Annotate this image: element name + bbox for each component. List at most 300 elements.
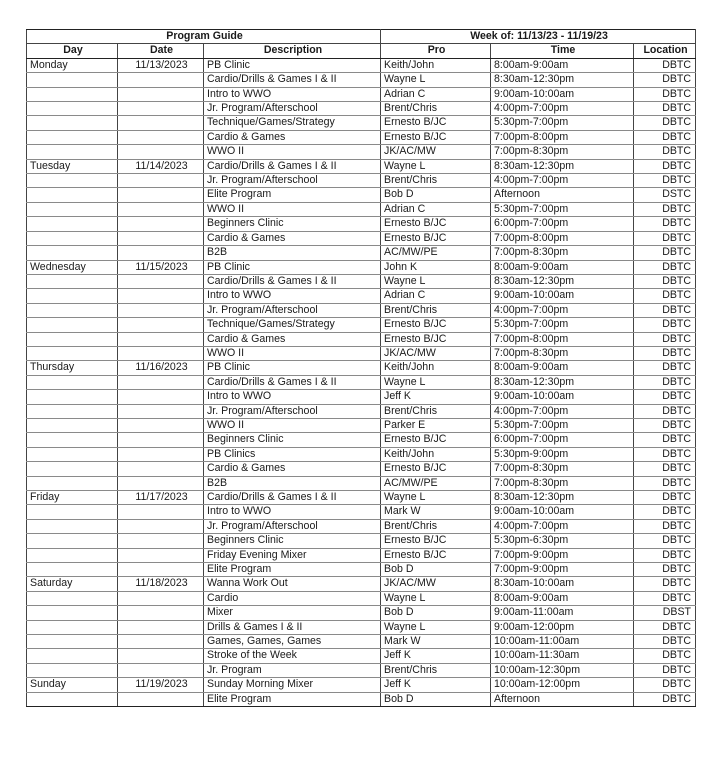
pro-cell: Adrian C	[381, 87, 491, 101]
day-cell	[27, 548, 118, 562]
time-cell: 8:30am-12:30pm	[491, 73, 634, 87]
day-cell	[27, 217, 118, 231]
pro-cell: Wayne L	[381, 591, 491, 605]
pro-cell: Keith/John	[381, 58, 491, 72]
time-cell: 9:00am-10:00am	[491, 505, 634, 519]
pro-cell: Brent/Chris	[381, 519, 491, 533]
description-cell: WWO II	[204, 202, 381, 216]
day-cell	[27, 188, 118, 202]
table-row	[27, 217, 696, 231]
date-cell	[118, 591, 204, 605]
date-cell	[118, 174, 204, 188]
time-cell: 7:00pm-9:00pm	[491, 563, 634, 577]
description-cell: Cardio & Games	[204, 462, 381, 476]
time-cell: 5:30pm-7:00pm	[491, 318, 634, 332]
pro-cell: Adrian C	[381, 202, 491, 216]
day-cell	[27, 346, 118, 360]
pro-cell: Keith/John	[381, 447, 491, 461]
description-cell: PB Clinic	[204, 260, 381, 274]
table-row	[27, 505, 696, 519]
description-cell: Beginners Clinic	[204, 217, 381, 231]
day-cell: Tuesday	[27, 159, 118, 173]
location-cell: DBTC	[634, 548, 696, 562]
time-cell: 8:00am-9:00am	[491, 260, 634, 274]
description-cell: WWO II	[204, 346, 381, 360]
pro-cell: Ernesto B/JC	[381, 318, 491, 332]
description-cell: Elite Program	[204, 188, 381, 202]
pro-cell: Wayne L	[381, 491, 491, 505]
header-description: Description	[204, 44, 381, 58]
location-cell: DBTC	[634, 145, 696, 159]
time-cell: 8:30am-12:30pm	[491, 375, 634, 389]
pro-cell: Brent/Chris	[381, 303, 491, 317]
table-row	[27, 433, 696, 447]
table-row	[27, 620, 696, 634]
description-cell: Beginners Clinic	[204, 534, 381, 548]
description-cell: PB Clinics	[204, 447, 381, 461]
time-cell: 10:00am-12:00pm	[491, 678, 634, 692]
table-row	[27, 303, 696, 317]
description-cell: Jr. Program/Afterschool	[204, 404, 381, 418]
date-cell	[118, 318, 204, 332]
date-cell	[118, 116, 204, 130]
column-header-row	[27, 44, 696, 58]
location-cell: DBTC	[634, 102, 696, 116]
table-row	[27, 678, 696, 692]
location-cell: DBTC	[634, 447, 696, 461]
location-cell: DBTC	[634, 678, 696, 692]
schedule-table	[26, 29, 696, 707]
time-cell: 10:00am-12:30pm	[491, 663, 634, 677]
location-cell: DBTC	[634, 649, 696, 663]
pro-cell: Ernesto B/JC	[381, 217, 491, 231]
day-cell	[27, 332, 118, 346]
table-row	[27, 635, 696, 649]
location-cell: DBTC	[634, 404, 696, 418]
day-cell	[27, 246, 118, 260]
pro-cell: Ernesto B/JC	[381, 548, 491, 562]
description-cell: Intro to WWO	[204, 390, 381, 404]
date-cell: 11/19/2023	[118, 678, 204, 692]
table-row	[27, 375, 696, 389]
time-cell: 7:00pm-9:00pm	[491, 548, 634, 562]
time-cell: 6:00pm-7:00pm	[491, 433, 634, 447]
table-row	[27, 548, 696, 562]
time-cell: 7:00pm-8:30pm	[491, 346, 634, 360]
table-row	[27, 346, 696, 360]
location-cell: DBTC	[634, 130, 696, 144]
date-cell	[118, 346, 204, 360]
time-cell: 7:00pm-8:00pm	[491, 130, 634, 144]
time-cell: 9:00am-11:00am	[491, 606, 634, 620]
date-cell	[118, 519, 204, 533]
day-cell	[27, 289, 118, 303]
day-cell	[27, 375, 118, 389]
pro-cell: Parker E	[381, 418, 491, 432]
day-cell	[27, 87, 118, 101]
description-cell: Sunday Morning Mixer	[204, 678, 381, 692]
pro-cell: Brent/Chris	[381, 404, 491, 418]
day-cell	[27, 663, 118, 677]
location-cell: DBTC	[634, 274, 696, 288]
time-cell: 8:30am-10:00am	[491, 577, 634, 591]
table-row	[27, 73, 696, 87]
pro-cell: Ernesto B/JC	[381, 130, 491, 144]
day-cell	[27, 534, 118, 548]
table-row	[27, 188, 696, 202]
date-cell	[118, 663, 204, 677]
day-cell	[27, 462, 118, 476]
description-cell: Cardio & Games	[204, 231, 381, 245]
day-cell	[27, 116, 118, 130]
description-cell: Drills & Games I & II	[204, 620, 381, 634]
date-cell: 11/13/2023	[118, 58, 204, 72]
description-cell: Beginners Clinic	[204, 433, 381, 447]
title-row	[27, 30, 696, 44]
date-cell	[118, 289, 204, 303]
date-cell	[118, 231, 204, 245]
pro-cell: Jeff K	[381, 678, 491, 692]
day-cell	[27, 519, 118, 533]
time-cell: 7:00pm-8:30pm	[491, 462, 634, 476]
date-cell	[118, 202, 204, 216]
date-cell: 11/18/2023	[118, 577, 204, 591]
table-row	[27, 102, 696, 116]
description-cell: Jr. Program/Afterschool	[204, 519, 381, 533]
time-cell: 5:30pm-6:30pm	[491, 534, 634, 548]
description-cell: Intro to WWO	[204, 289, 381, 303]
table-row	[27, 649, 696, 663]
date-cell	[118, 332, 204, 346]
time-cell: 4:00pm-7:00pm	[491, 404, 634, 418]
date-cell	[118, 505, 204, 519]
pro-cell: Ernesto B/JC	[381, 534, 491, 548]
table-row	[27, 274, 696, 288]
pro-cell: AC/MW/PE	[381, 246, 491, 260]
description-cell: WWO II	[204, 145, 381, 159]
header-day: Day	[27, 44, 118, 58]
time-cell: 6:00pm-7:00pm	[491, 217, 634, 231]
location-cell: DBTC	[634, 289, 696, 303]
description-cell: Jr. Program/Afterschool	[204, 174, 381, 188]
day-cell	[27, 318, 118, 332]
day-cell	[27, 591, 118, 605]
location-cell: DBTC	[634, 519, 696, 533]
header-time: Time	[491, 44, 634, 58]
date-cell	[118, 303, 204, 317]
location-cell: DBTC	[634, 563, 696, 577]
pro-cell: Brent/Chris	[381, 102, 491, 116]
day-cell	[27, 73, 118, 87]
table-row	[27, 361, 696, 375]
description-cell: Technique/Games/Strategy	[204, 116, 381, 130]
time-cell: 7:00pm-8:30pm	[491, 246, 634, 260]
time-cell: Afternoon	[491, 692, 634, 706]
day-cell: Sunday	[27, 678, 118, 692]
pro-cell: Bob D	[381, 188, 491, 202]
time-cell: 9:00am-10:00am	[491, 289, 634, 303]
pro-cell: Bob D	[381, 563, 491, 577]
description-cell: Cardio	[204, 591, 381, 605]
date-cell	[118, 130, 204, 144]
time-cell: 4:00pm-7:00pm	[491, 174, 634, 188]
time-cell: 8:30am-12:30pm	[491, 491, 634, 505]
time-cell: 9:00am-12:00pm	[491, 620, 634, 634]
date-cell	[118, 188, 204, 202]
location-cell: DBTC	[634, 505, 696, 519]
date-cell	[118, 73, 204, 87]
date-cell: 11/14/2023	[118, 159, 204, 173]
location-cell: DBTC	[634, 260, 696, 274]
table-row	[27, 491, 696, 505]
table-row	[27, 260, 696, 274]
table-row	[27, 202, 696, 216]
header-date: Date	[118, 44, 204, 58]
pro-cell: Brent/Chris	[381, 663, 491, 677]
day-cell: Wednesday	[27, 260, 118, 274]
table-row	[27, 159, 696, 173]
pro-cell: Adrian C	[381, 289, 491, 303]
day-cell	[27, 274, 118, 288]
date-cell: 11/16/2023	[118, 361, 204, 375]
time-cell: 4:00pm-7:00pm	[491, 519, 634, 533]
table-row	[27, 246, 696, 260]
pro-cell: Ernesto B/JC	[381, 332, 491, 346]
date-cell	[118, 447, 204, 461]
description-cell: Cardio/Drills & Games I & II	[204, 375, 381, 389]
pro-cell: Bob D	[381, 692, 491, 706]
day-cell	[27, 433, 118, 447]
date-cell	[118, 145, 204, 159]
date-cell	[118, 418, 204, 432]
date-cell	[118, 375, 204, 389]
pro-cell: AC/MW/PE	[381, 476, 491, 490]
table-row	[27, 390, 696, 404]
location-cell: DBTC	[634, 390, 696, 404]
pro-cell: Ernesto B/JC	[381, 433, 491, 447]
description-cell: B2B	[204, 476, 381, 490]
description-cell: B2B	[204, 246, 381, 260]
day-cell	[27, 145, 118, 159]
time-cell: 8:30am-12:30pm	[491, 159, 634, 173]
time-cell: 9:00am-10:00am	[491, 87, 634, 101]
location-cell: DBTC	[634, 534, 696, 548]
date-cell: 11/17/2023	[118, 491, 204, 505]
date-cell	[118, 433, 204, 447]
description-cell: Mixer	[204, 606, 381, 620]
time-cell: 5:30pm-9:00pm	[491, 447, 634, 461]
pro-cell: Jeff K	[381, 390, 491, 404]
location-cell: DBTC	[634, 462, 696, 476]
day-cell	[27, 174, 118, 188]
table-row	[27, 231, 696, 245]
location-cell: DBTC	[634, 375, 696, 389]
day-cell: Saturday	[27, 577, 118, 591]
description-cell: Games, Games, Games	[204, 635, 381, 649]
location-cell: DBTC	[634, 231, 696, 245]
table-row	[27, 663, 696, 677]
day-cell	[27, 635, 118, 649]
time-cell: 8:00am-9:00am	[491, 361, 634, 375]
time-cell: 7:00pm-8:30pm	[491, 476, 634, 490]
pro-cell: Ernesto B/JC	[381, 462, 491, 476]
pro-cell: JK/AC/MW	[381, 346, 491, 360]
description-cell: Stroke of the Week	[204, 649, 381, 663]
date-cell	[118, 462, 204, 476]
description-cell: Elite Program	[204, 563, 381, 577]
program-guide-sheet	[26, 29, 695, 707]
location-cell: DBTC	[634, 246, 696, 260]
pro-cell: Jeff K	[381, 649, 491, 663]
date-cell	[118, 649, 204, 663]
day-cell	[27, 476, 118, 490]
location-cell: DBTC	[634, 318, 696, 332]
table-row	[27, 418, 696, 432]
table-row	[27, 332, 696, 346]
time-cell: 9:00am-10:00am	[491, 390, 634, 404]
description-cell: WWO II	[204, 418, 381, 432]
schedule-body	[27, 58, 696, 706]
date-cell	[118, 274, 204, 288]
description-cell: PB Clinic	[204, 58, 381, 72]
description-cell: Cardio/Drills & Games I & II	[204, 73, 381, 87]
description-cell: Intro to WWO	[204, 505, 381, 519]
pro-cell: Wayne L	[381, 73, 491, 87]
table-row	[27, 174, 696, 188]
program-guide-title: Program Guide	[27, 30, 381, 44]
day-cell	[27, 447, 118, 461]
location-cell: DBTC	[634, 591, 696, 605]
location-cell: DBTC	[634, 202, 696, 216]
table-row	[27, 577, 696, 591]
table-row	[27, 116, 696, 130]
time-cell: 5:30pm-7:00pm	[491, 116, 634, 130]
table-row	[27, 404, 696, 418]
location-cell: DBTC	[634, 361, 696, 375]
pro-cell: Wayne L	[381, 274, 491, 288]
time-cell: 10:00am-11:30am	[491, 649, 634, 663]
description-cell: Cardio/Drills & Games I & II	[204, 274, 381, 288]
description-cell: Cardio/Drills & Games I & II	[204, 491, 381, 505]
day-cell	[27, 231, 118, 245]
location-cell: DBTC	[634, 159, 696, 173]
date-cell	[118, 635, 204, 649]
location-cell: DBTC	[634, 73, 696, 87]
time-cell: 7:00pm-8:00pm	[491, 231, 634, 245]
location-cell: DBTC	[634, 692, 696, 706]
day-cell	[27, 649, 118, 663]
table-row	[27, 476, 696, 490]
table-row	[27, 519, 696, 533]
day-cell	[27, 102, 118, 116]
date-cell	[118, 534, 204, 548]
time-cell: 5:30pm-7:00pm	[491, 202, 634, 216]
pro-cell: Ernesto B/JC	[381, 116, 491, 130]
day-cell	[27, 130, 118, 144]
day-cell	[27, 563, 118, 577]
date-cell	[118, 87, 204, 101]
day-cell	[27, 505, 118, 519]
pro-cell: John K	[381, 260, 491, 274]
date-cell	[118, 246, 204, 260]
description-cell: Intro to WWO	[204, 87, 381, 101]
date-cell: 11/15/2023	[118, 260, 204, 274]
date-cell	[118, 217, 204, 231]
table-row	[27, 591, 696, 605]
pro-cell: Wayne L	[381, 375, 491, 389]
location-cell: DBTC	[634, 418, 696, 432]
time-cell: Afternoon	[491, 188, 634, 202]
location-cell: DBTC	[634, 635, 696, 649]
location-cell: DBTC	[634, 346, 696, 360]
location-cell: DBTC	[634, 577, 696, 591]
location-cell: DBTC	[634, 174, 696, 188]
table-row	[27, 462, 696, 476]
pro-cell: Brent/Chris	[381, 174, 491, 188]
header-location: Location	[634, 44, 696, 58]
location-cell: DBST	[634, 606, 696, 620]
pro-cell: Ernesto B/JC	[381, 231, 491, 245]
description-cell: Cardio & Games	[204, 130, 381, 144]
description-cell: Cardio/Drills & Games I & II	[204, 159, 381, 173]
location-cell: DBTC	[634, 58, 696, 72]
table-row	[27, 606, 696, 620]
date-cell	[118, 476, 204, 490]
description-cell: Friday Evening Mixer	[204, 548, 381, 562]
day-cell	[27, 692, 118, 706]
time-cell: 8:00am-9:00am	[491, 591, 634, 605]
table-row	[27, 534, 696, 548]
table-row	[27, 289, 696, 303]
date-cell	[118, 606, 204, 620]
location-cell: DBTC	[634, 433, 696, 447]
time-cell: 10:00am-11:00am	[491, 635, 634, 649]
location-cell: DBTC	[634, 476, 696, 490]
day-cell	[27, 606, 118, 620]
date-cell	[118, 404, 204, 418]
pro-cell: Wayne L	[381, 620, 491, 634]
day-cell: Monday	[27, 58, 118, 72]
table-row	[27, 130, 696, 144]
date-cell	[118, 620, 204, 634]
table-row	[27, 58, 696, 72]
table-row	[27, 563, 696, 577]
location-cell: DBTC	[634, 217, 696, 231]
description-cell: Technique/Games/Strategy	[204, 318, 381, 332]
description-cell: Jr. Program/Afterschool	[204, 102, 381, 116]
day-cell	[27, 620, 118, 634]
description-cell: PB Clinic	[204, 361, 381, 375]
time-cell: 4:00pm-7:00pm	[491, 102, 634, 116]
time-cell: 4:00pm-7:00pm	[491, 303, 634, 317]
table-row	[27, 692, 696, 706]
location-cell: DSTC	[634, 188, 696, 202]
day-cell	[27, 303, 118, 317]
pro-cell: Mark W	[381, 635, 491, 649]
location-cell: DBTC	[634, 491, 696, 505]
day-cell	[27, 404, 118, 418]
description-cell: Wanna Work Out	[204, 577, 381, 591]
description-cell: Jr. Program	[204, 663, 381, 677]
description-cell: Cardio & Games	[204, 332, 381, 346]
day-cell: Thursday	[27, 361, 118, 375]
pro-cell: JK/AC/MW	[381, 577, 491, 591]
pro-cell: Mark W	[381, 505, 491, 519]
date-cell	[118, 102, 204, 116]
location-cell: DBTC	[634, 663, 696, 677]
header-pro: Pro	[381, 44, 491, 58]
day-cell: Friday	[27, 491, 118, 505]
